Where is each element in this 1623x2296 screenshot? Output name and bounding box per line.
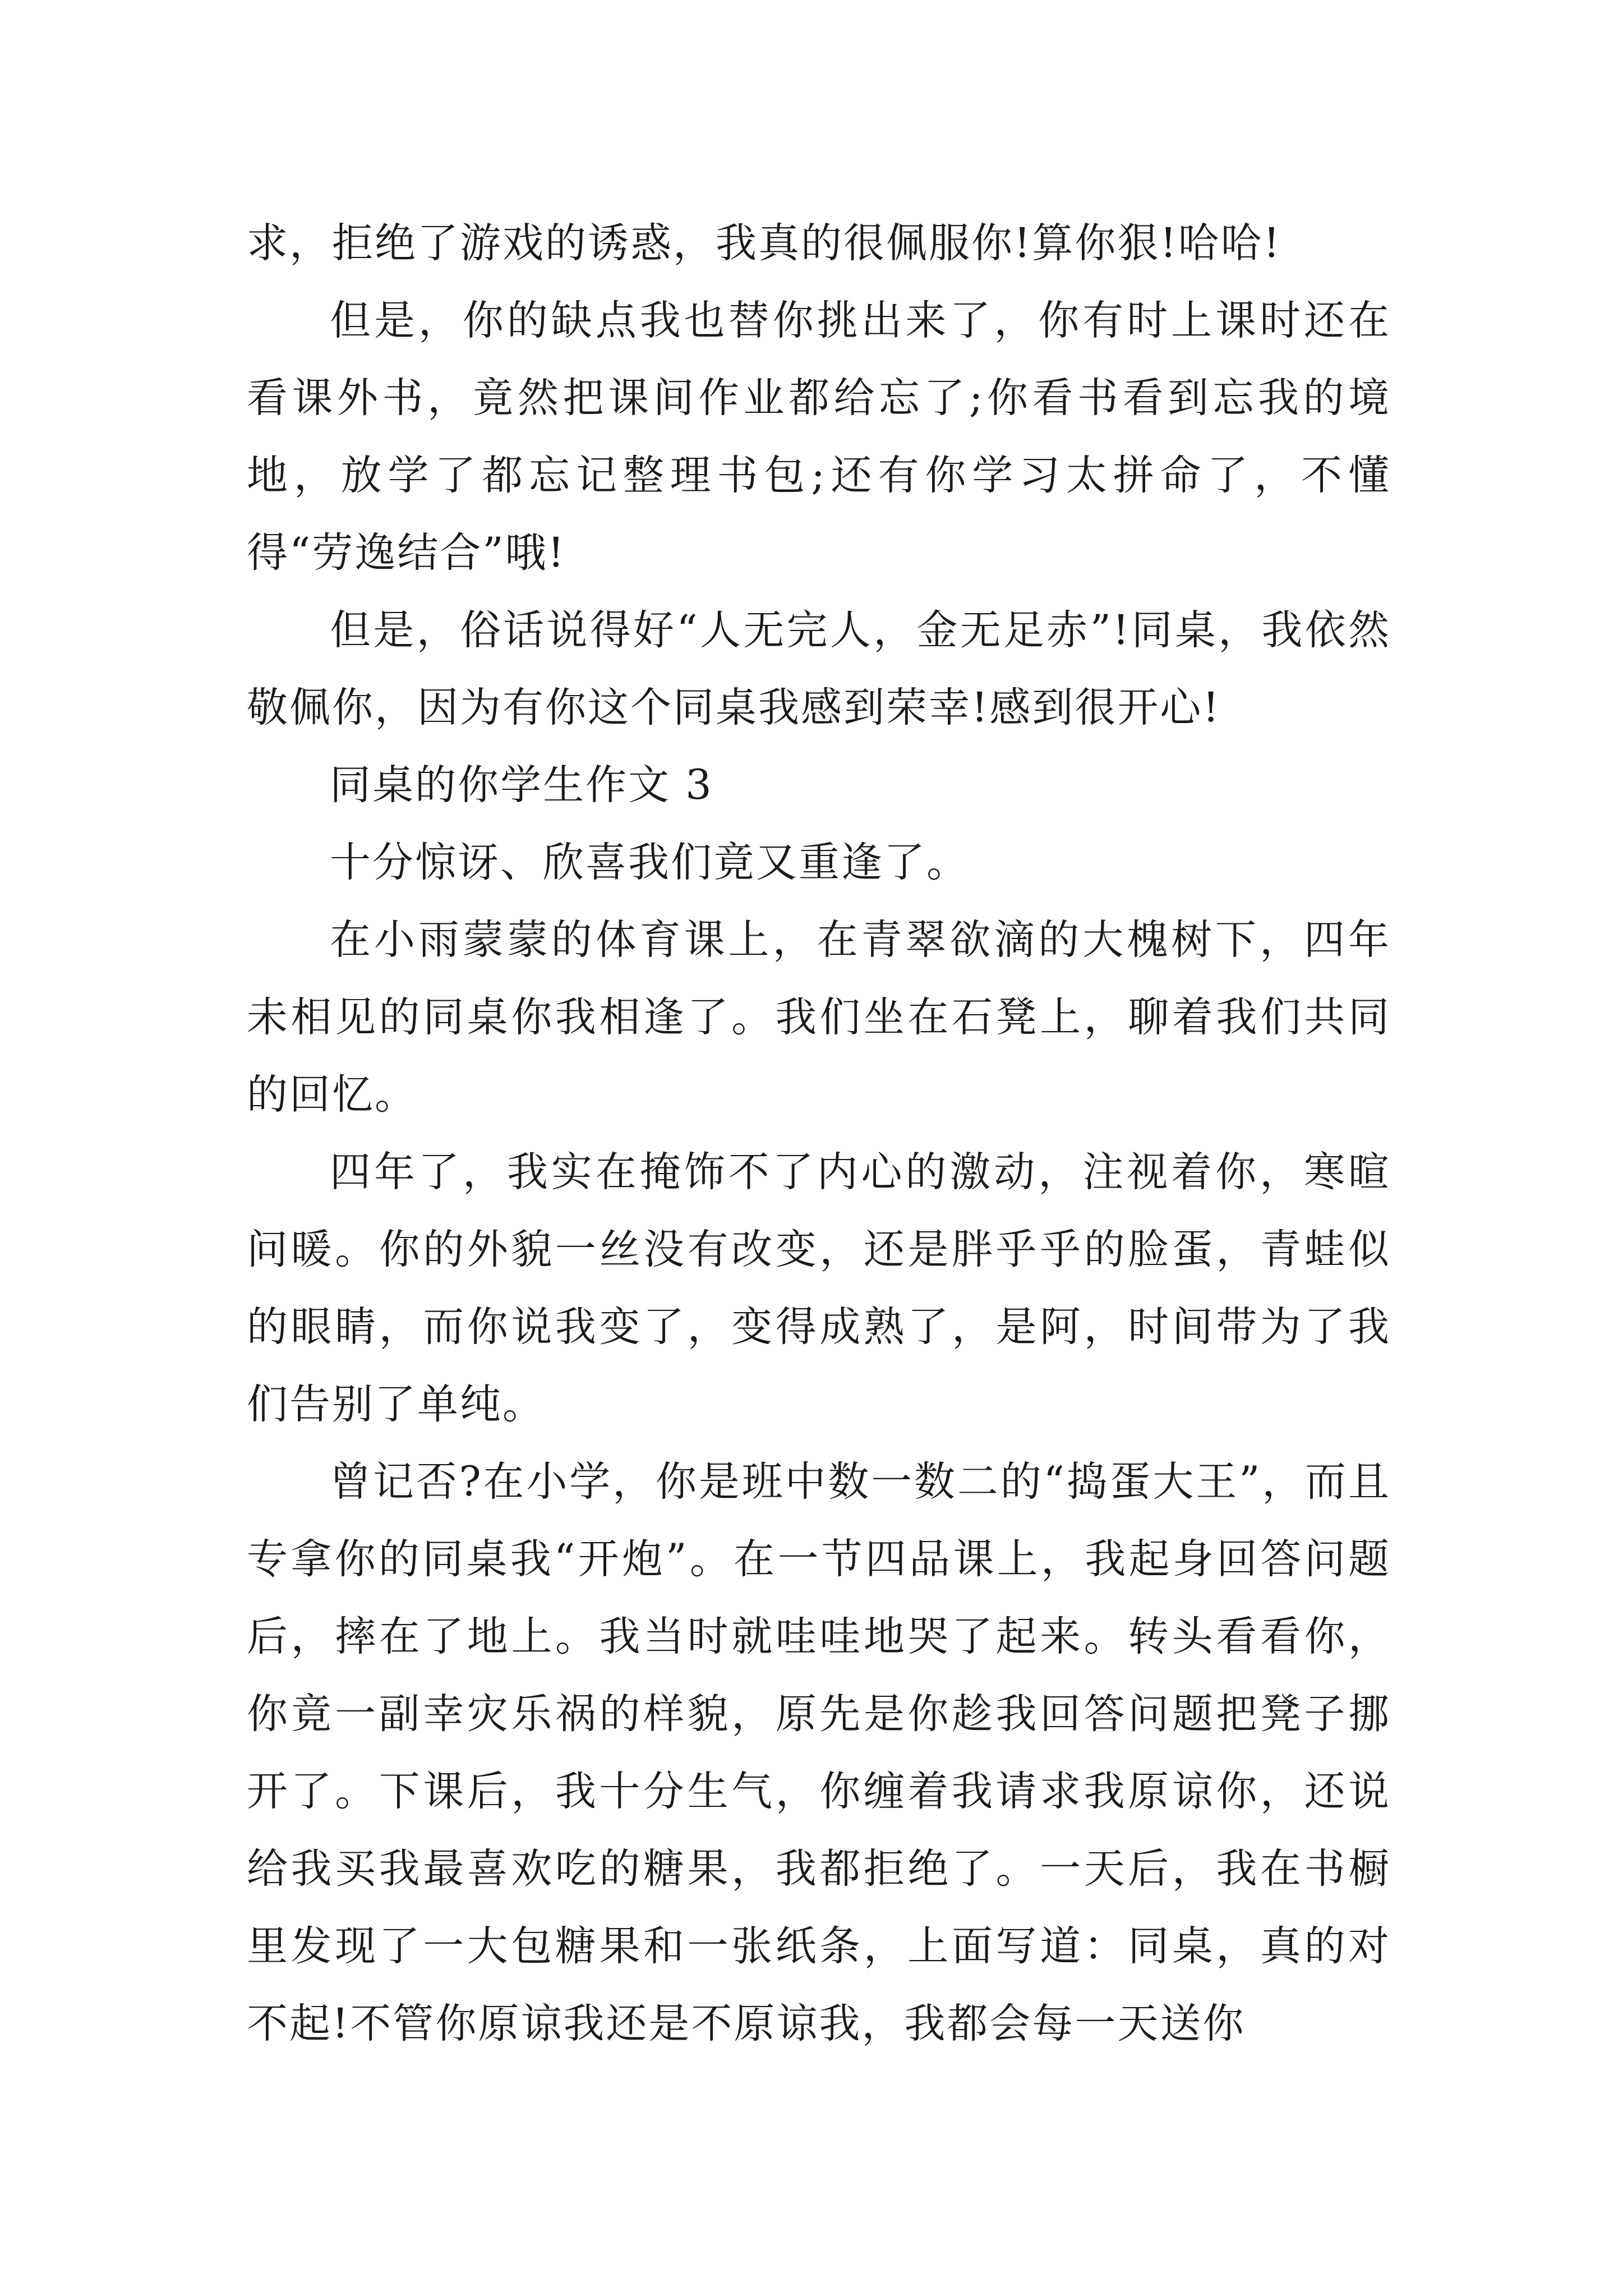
paragraph: 但是，你的缺点我也替你挑出来了，你有时上课时还在看课外书，竟然把课间作业都给忘了;你看书看到忘我的境地，放学了都忘记整理书包;还有你学习太拼命了，不懂得“劳逸结合”哦! bbox=[247, 297, 1391, 577]
section-heading: 同桌的你学生作文 3 bbox=[330, 761, 713, 809]
body-text bbox=[247, 205, 1391, 2063]
paragraph: 十分惊讶、欣喜我们竟又重逢了。 bbox=[330, 839, 969, 886]
paragraph-continued: 求，拒绝了游戏的诱惑，我真的很佩服你!算你狠!哈哈! bbox=[247, 219, 1282, 267]
paragraph: 但是，俗话说得好“人无完人，金无足赤”!同桌，我依然敬佩你，因为有你这个同桌我感到荣幸!感到很开心! bbox=[247, 606, 1391, 731]
paragraph: 曾记否?在小学，你是班中数一数二的“捣蛋大王”，而且专拿你的同桌我“开炮”。在一节四品课上，我起身回答问题后，摔在了地上。我当时就哇哇地哭了起来。转头看看你，你竟一副幸灾乐祸的样貌，原先是你趁我回答问题把凳子挪开了。下课后，我十分生气，你缠着我请求我原谅你，还说给我买我最喜欢吃的糖果，我都拒绝了。一天后，我在书橱里发现了一大包糖果和一张纸条，上面写道：同桌，真的对不起!不管你原谅我还是不原谅我，我都会每一天送你 bbox=[247, 1458, 1391, 2047]
paragraph: 在小雨蒙蒙的体育课上，在青翠欲滴的大槐树下，四年未相见的同桌你我相逢了。我们坐在石凳上，聊着我们共同的回忆。 bbox=[247, 916, 1391, 1119]
paragraph: 四年了，我实在掩饰不了内心的激动，注视着你，寒暄问暖。你的外貌一丝没有改变，还是胖乎乎的脸蛋，青蛙似的眼睛，而你说我变了，变得成熟了，是阿，时间带为了我们告别了单纯。 bbox=[247, 1148, 1391, 1428]
